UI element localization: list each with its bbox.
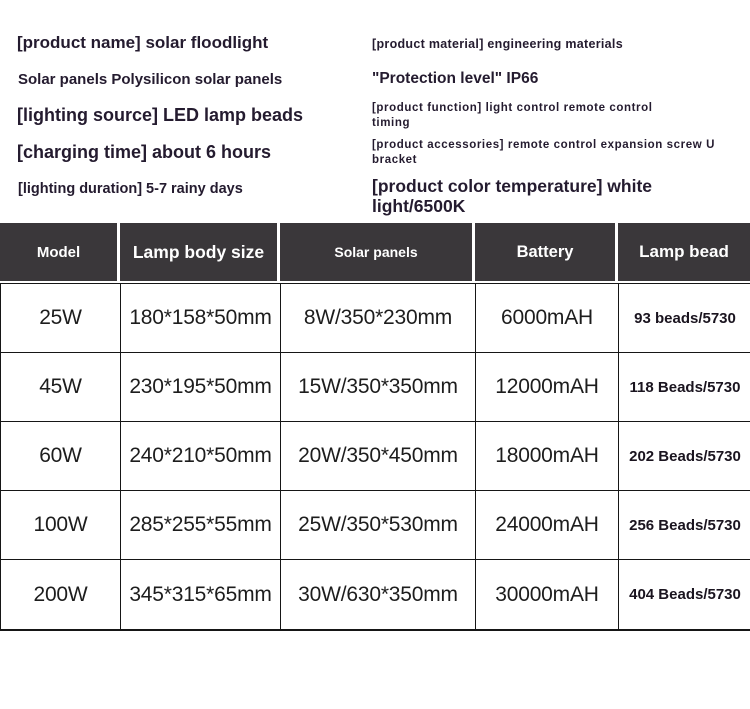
table-cell: 6000mAH bbox=[476, 284, 619, 353]
table-cell: 118 Beads/5730 bbox=[619, 353, 750, 422]
spec-color-temperature: [product color temperature] white light/6500K bbox=[372, 176, 653, 216]
spec-lighting-source: [lighting source] LED lamp beads bbox=[17, 105, 304, 125]
table-cell: 30000mAH bbox=[476, 560, 619, 629]
spec-table-header-row bbox=[0, 223, 750, 281]
table-cell: 256 Beads/5730 bbox=[619, 491, 750, 560]
table-cell: 18000mAH bbox=[476, 422, 619, 491]
table-cell: 180*158*50mm bbox=[121, 284, 281, 353]
table-cell: 345*315*65mm bbox=[121, 560, 281, 629]
table-cell: 202 Beads/5730 bbox=[619, 422, 750, 491]
table-cell: 93 beads/5730 bbox=[619, 284, 750, 353]
spec-table-body bbox=[0, 283, 750, 631]
table-cell: 25W/350*530mm bbox=[281, 491, 476, 560]
table-cell: 230*195*50mm bbox=[121, 353, 281, 422]
spec-product-name: [product name] solar floodlight bbox=[17, 33, 269, 52]
table-header-model: Model bbox=[0, 223, 120, 281]
table-cell: 60W bbox=[1, 422, 121, 491]
spec-product-function: [product function] light control remote control timing bbox=[372, 102, 653, 129]
table-cell: 15W/350*350mm bbox=[281, 353, 476, 422]
table-cell: 12000mAH bbox=[476, 353, 619, 422]
table-cell: 30W/630*350mm bbox=[281, 560, 476, 629]
spec-product-material: [product material] engineering materials bbox=[372, 37, 623, 51]
spec-lighting-duration: [lighting duration] 5-7 rainy days bbox=[18, 181, 243, 197]
table-cell: 240*210*50mm bbox=[121, 422, 281, 491]
spec-charging-time: [charging time] about 6 hours bbox=[17, 142, 272, 162]
table-cell: 404 Beads/5730 bbox=[619, 560, 750, 629]
spec-solar-panels: Solar panels Polysilicon solar panels bbox=[18, 71, 283, 88]
table-cell: 285*255*55mm bbox=[121, 491, 281, 560]
table-header-lamp-body-size: Lamp body size bbox=[120, 223, 280, 281]
table-header-solar-panels: Solar panels bbox=[280, 223, 475, 281]
table-cell: 200W bbox=[1, 560, 121, 629]
table-cell: 8W/350*230mm bbox=[281, 284, 476, 353]
table-cell: 100W bbox=[1, 491, 121, 560]
table-cell: 24000mAH bbox=[476, 491, 619, 560]
table-cell: 20W/350*450mm bbox=[281, 422, 476, 491]
spec-table bbox=[0, 223, 750, 631]
table-cell: 45W bbox=[1, 353, 121, 422]
spec-protection-level: "Protection level" IP66 bbox=[372, 70, 539, 87]
table-header-battery: Battery bbox=[475, 223, 618, 281]
spec-product-accessories: [product accessories] remote control expansion screw U bracket bbox=[372, 139, 715, 166]
table-header-lamp-bead: Lamp bead bbox=[618, 223, 750, 281]
table-cell: 25W bbox=[1, 284, 121, 353]
